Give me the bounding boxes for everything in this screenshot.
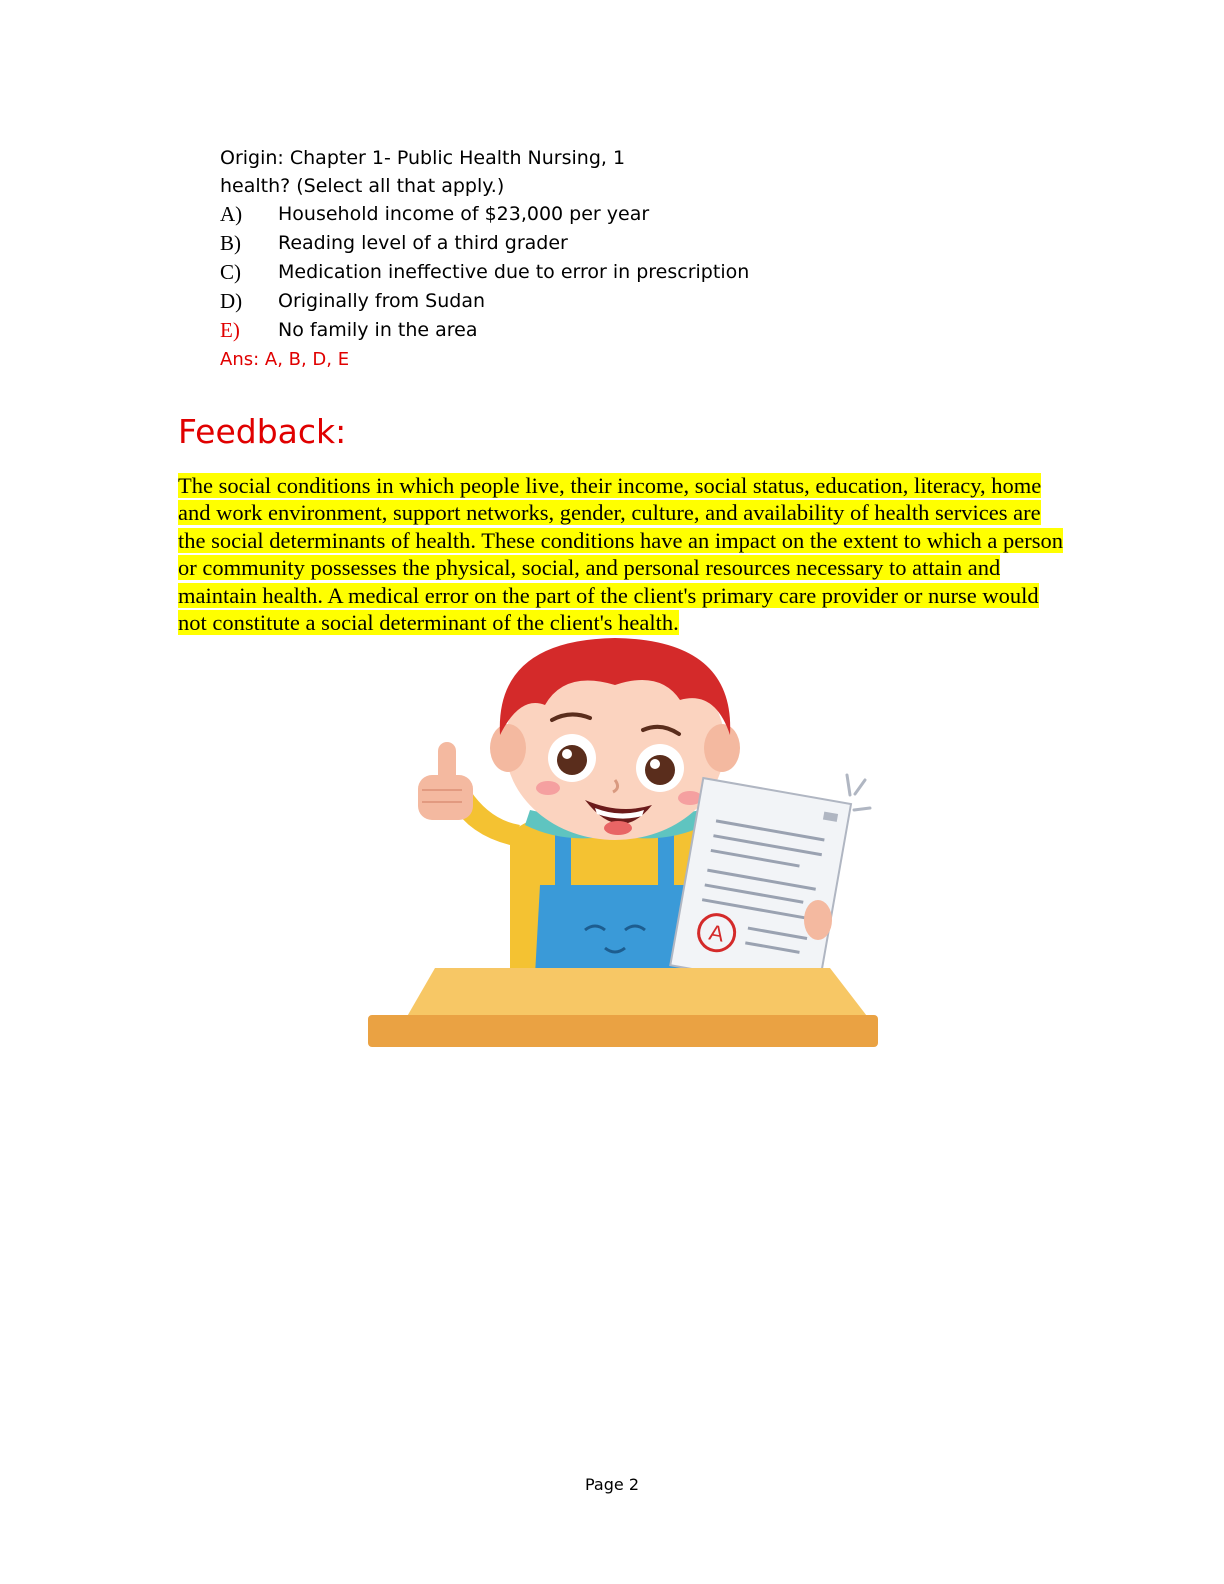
option-text: Reading level of a third grader [278,232,568,254]
option-letter: E) [220,318,240,342]
option-text: Household income of $23,000 per year [278,203,650,225]
option-letter: D) [220,289,243,313]
page-number: Page 2 [585,1475,639,1494]
overall-strap-right [658,830,674,890]
option-text: Medication ineffective due to error in prescription [278,261,750,283]
answer-key: Ans: A, B, D, E [220,349,350,370]
option-e [220,316,1020,345]
option-letter: B) [220,231,241,255]
cheek-left [536,781,560,795]
paper-grade: A [707,919,726,947]
graded-paper [670,778,851,991]
option-d [220,287,1020,316]
desk-front [368,1015,878,1047]
option-c [220,258,1020,287]
option-text: Originally from Sudan [278,290,486,312]
feedback-text [178,472,1068,636]
option-b [220,229,1020,258]
desk-top [405,968,870,1020]
feedback-highlighted-text: The social conditions in which people live, their income, social status, education, literacy, home and work environment, support networks, gender, culture, and availability of health services are the social determinants of health. These conditions have an impact on the extent to which a person or community possesses the physical, social, and personal resources necessary to attain and maintain health. A medical error on the part of the client's primary care provider or nurse would not constitute a social determinant of the client's health. [178,473,1063,636]
child-with-graded-paper-illustration [360,630,890,1055]
question-origin: Origin: Chapter 1- Public Health Nursing, 1 [220,147,626,169]
holding-hand [804,900,832,940]
question-block [220,144,1020,375]
ear-left [490,724,526,772]
question-stem: health? (Select all that apply.) [220,175,505,197]
option-text: No family in the area [278,319,478,341]
thumbs-up-hand [418,742,473,820]
option-letter: C) [220,260,241,284]
option-letter: A) [220,202,243,226]
feedback-heading: Feedback: [178,412,347,451]
overall-strap-left [555,830,571,890]
option-a [220,200,1020,229]
ear-right [704,724,740,772]
